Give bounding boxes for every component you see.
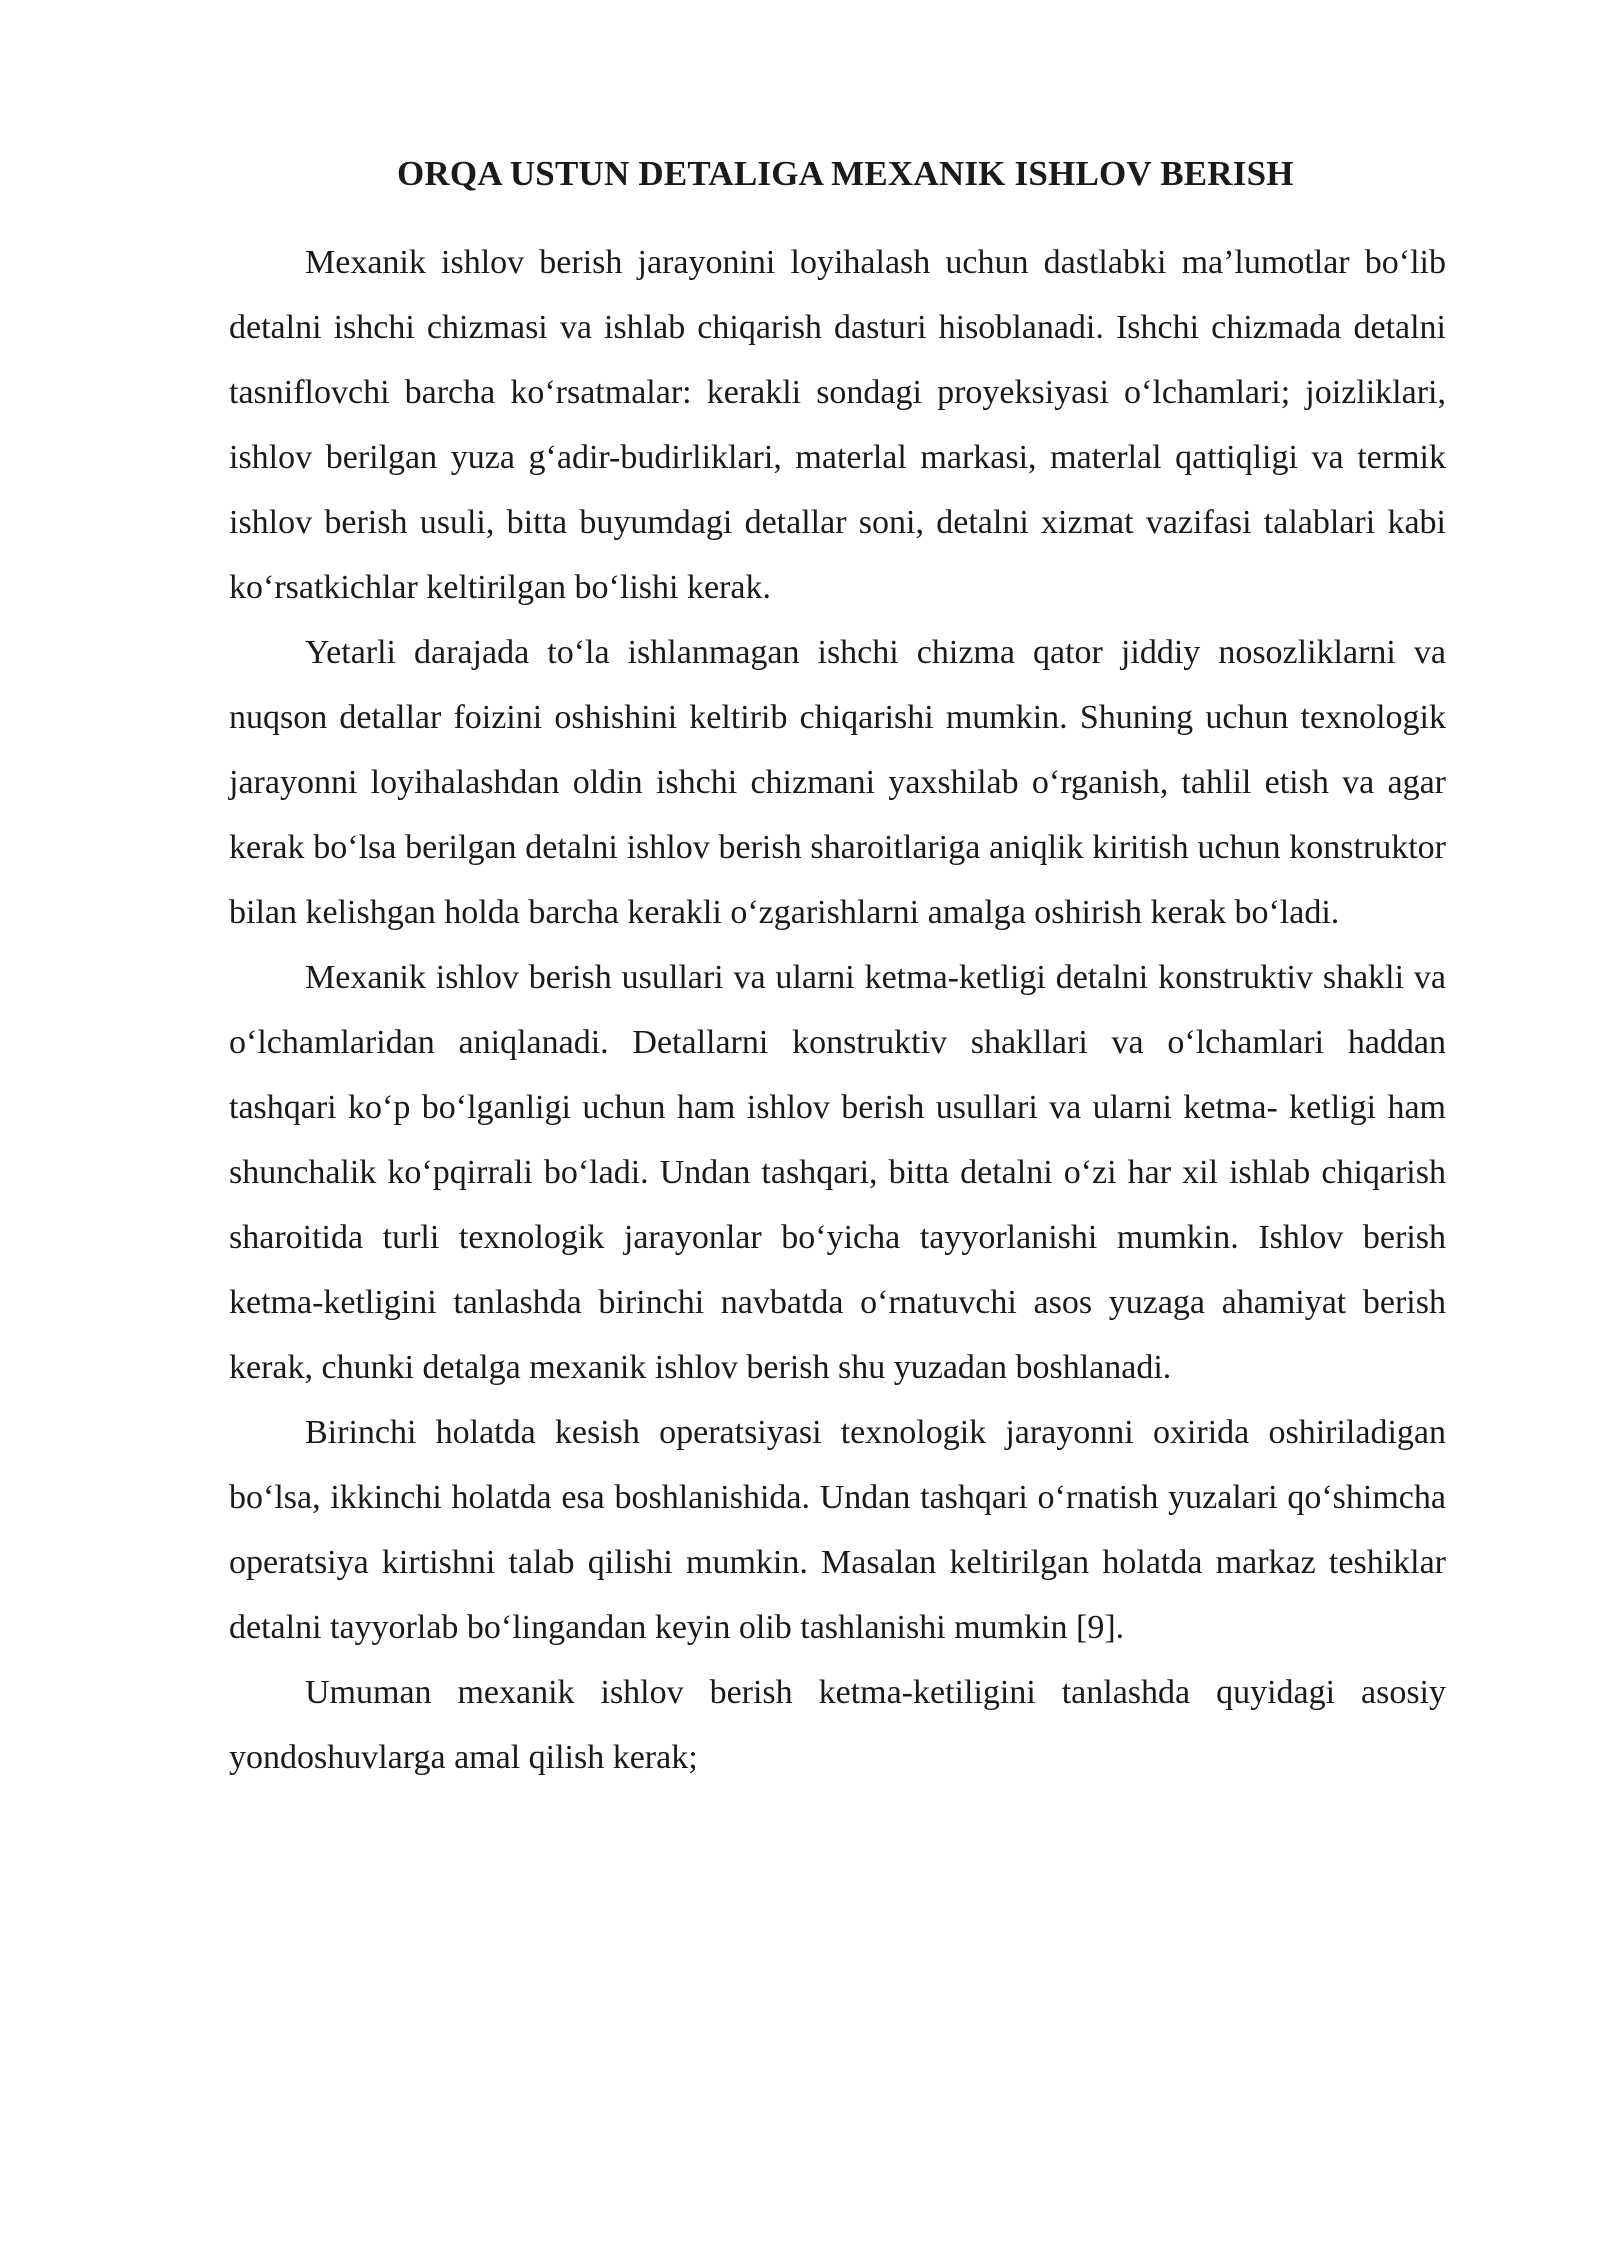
paragraph-1: Mexanik ishlov berish jarayonini loyihalash uchun dastlabki ma’lumotlar bo‘lib detalni ishchi chizmasi va ishlab chiqarish dasturi hisoblanadi. Ishchi chizmada detalni tasniflovchi barcha ko‘rsatmalar: kerakli sondagi proyeksiyasi o‘lchamlari; joizliklari, ishlov berilgan yuza g‘adir-budirliklari, materlal markasi, materlal qattiqligi va termik ishlov berish usuli, bitta buyumdagi detallar soni, detalni xizmat vazifasi talablari kabi ko‘rsatkichlar keltirilgan bo‘lishi kerak. [229,244,1446,606]
paragraph-4: Birinchi holatda kesish operatsiyasi texnologik jarayonni oxirida oshiriladigan bo‘lsa, ikkinchi holatda esa boshlanishida. Undan tashqari o‘rnatish yuzalari qo‘shimcha operatsiya kirtishni talab qilishi mumkin. Masalan keltirilgan holatda markaz teshiklar detalni tayyorlab bo‘lingandan keyin olib tashlanishi mumkin [9]. [229,1414,1446,1646]
document-title: ORQA USTUN DETALIGA MEXANIK ISHLOV BERISH [397,154,1294,193]
paragraph-3: Mexanik ishlov berish usullari va ularni ketma-ketligi detalni konstruktiv shakli va o‘lchamlaridan aniqlanadi. Detallarni konstruktiv shakllari va o‘lchamlari haddan tashqari ko‘p bo‘lganligi uchun ham ishlov berish usullari va ularni ketma- ketligi ham shunchalik ko‘pqirrali bo‘ladi. Undan tashqari, bitta detalni o‘zi har xil ishlab chiqarish sharoitida turli texnologik jarayonlar bo‘yicha tayyorlanishi mumkin. Ishlov berish ketma-ketligini tanlashda birinchi navbatda o‘rnatuvchi asos yuzaga ahamiyat berish kerak, chunki detalga mexanik ishlov berish shu yuzadan boshlanadi. [229,959,1446,1386]
paragraph-2: Yetarli darajada to‘la ishlanmagan ishchi chizma qator jiddiy nosozliklarni va nuqson detallar foizini oshishini keltirib chiqarishi mumkin. Shuning uchun texnologik jarayonni loyihalashdan oldin ishchi chizmani yaxshilab o‘rganish, tahlil etish va agar kerak bo‘lsa berilgan detalni ishlov berish sharoitlariga aniqlik kiritish uchun konstruktor bilan kelishgan holda barcha kerakli o‘zgarishlarni amalga oshirish kerak bo‘ladi. [229,634,1446,931]
paragraph-5: Umuman mexanik ishlov berish ketma-ketiligini tanlashda quyidagi asosiy yondoshuvlarga amal qilish kerak; [229,1674,1446,1776]
document-body [229,142,1446,1790]
